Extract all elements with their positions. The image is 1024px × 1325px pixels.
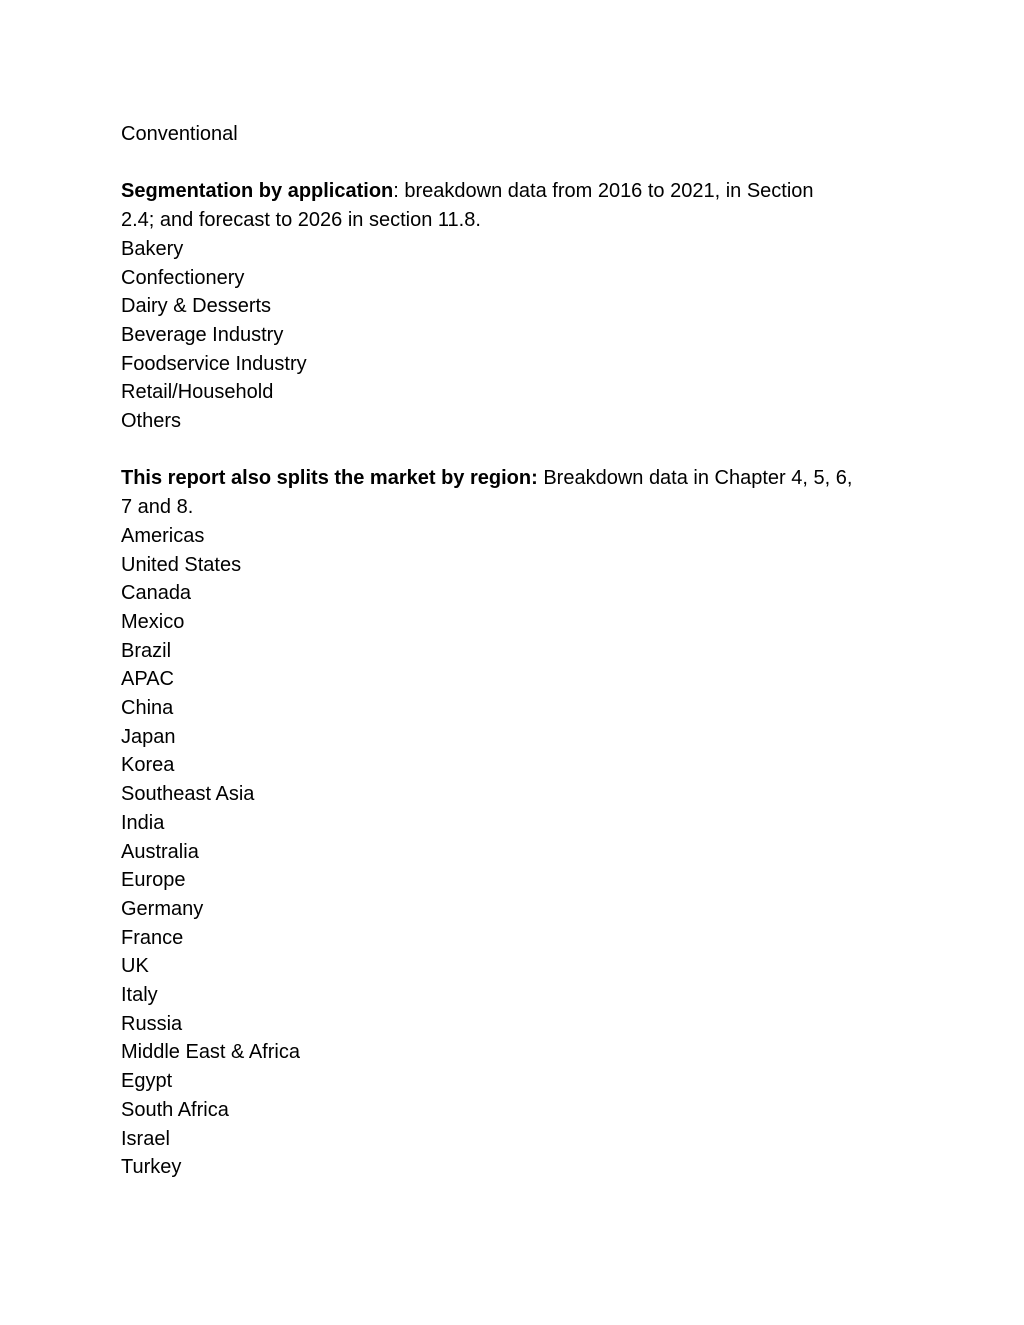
region-list <box>121 522 901 1182</box>
region-heading <box>121 464 901 493</box>
region-heading-rest: Breakdown data in Chapter 4, 5, 6, <box>537 467 853 490</box>
list-item: Canada <box>121 582 192 605</box>
list-item: Germany <box>121 897 204 920</box>
list-item: Foodservice Industry <box>121 352 307 375</box>
top-item: Conventional <box>121 123 238 145</box>
list-item: Brazil <box>121 639 172 662</box>
list-item: Bakery <box>121 237 184 260</box>
list-item: Europe <box>121 869 186 892</box>
list-item: Turkey <box>121 1156 182 1179</box>
list-item: Israel <box>121 1127 170 1150</box>
list-item: APAC <box>121 668 174 691</box>
list-item: India <box>121 811 165 834</box>
region-section <box>121 464 901 1182</box>
paragraph-gap <box>121 436 901 465</box>
region-heading-bold: This report also splits the market by region: <box>121 467 538 490</box>
list-item: China <box>121 697 174 720</box>
document-page <box>121 120 901 1182</box>
list-item: Beverage Industry <box>121 323 284 346</box>
list-item: UK <box>121 955 149 978</box>
paragraph-gap <box>121 149 901 178</box>
list-item: Japan <box>121 725 176 748</box>
list-item: United States <box>121 553 242 576</box>
application-heading-line2: 2.4; and forecast to 2026 in section 11.8. <box>121 209 481 232</box>
list-item: Middle East & Africa <box>121 1041 300 1064</box>
application-list <box>121 235 901 436</box>
list-item: Retail/Household <box>121 381 274 404</box>
list-item: Americas <box>121 524 205 547</box>
list-item: Southeast Asia <box>121 783 255 806</box>
application-heading-rest: : breakdown data from 2016 to 2021, in Section <box>393 180 814 203</box>
list-item: Others <box>121 410 182 433</box>
list-item: Mexico <box>121 610 185 633</box>
application-section <box>121 177 901 435</box>
list-item: Russia <box>121 1012 183 1035</box>
region-heading-line2: 7 and 8. <box>121 496 194 519</box>
application-heading <box>121 177 901 206</box>
list-item: Italy <box>121 984 158 1007</box>
list-item: Confectionery <box>121 266 245 289</box>
list-item: France <box>121 926 184 949</box>
list-item: Dairy & Desserts <box>121 295 272 318</box>
list-item: Korea <box>121 754 175 777</box>
application-heading-bold: Segmentation by application <box>121 180 394 203</box>
list-item: South Africa <box>121 1098 229 1121</box>
list-item: Australia <box>121 840 199 863</box>
list-item: Egypt <box>121 1070 173 1093</box>
